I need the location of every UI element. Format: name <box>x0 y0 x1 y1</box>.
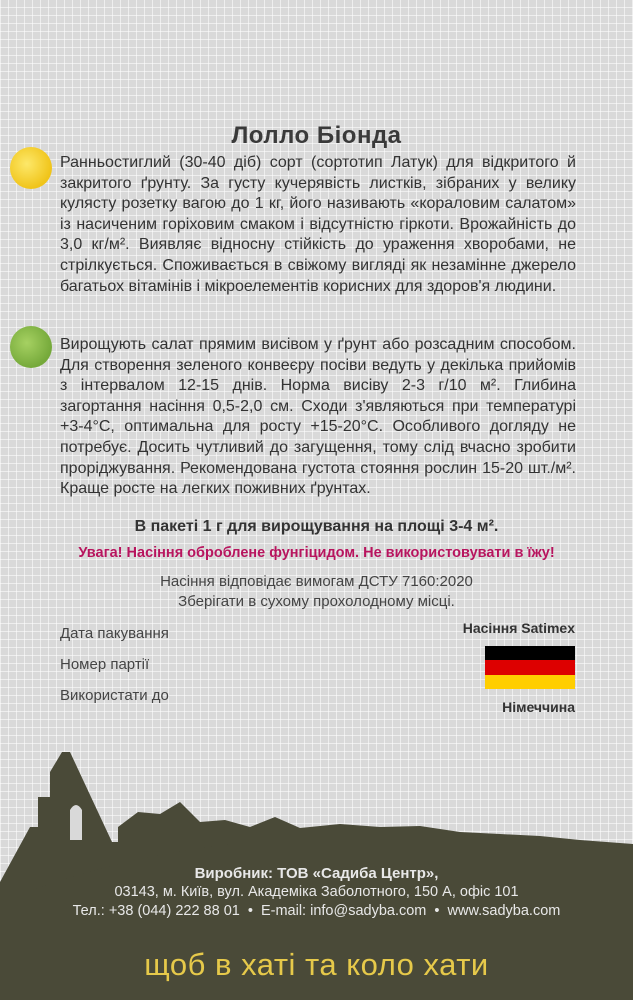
standard-text: Насіння відповідає вимогам ДСТУ 7160:2020 <box>160 573 473 590</box>
batch-number-label: Номер партії <box>60 656 150 673</box>
separator: • <box>247 903 253 919</box>
packet-info: В пакеті 1 г для вирощування на площі 3-4 м². <box>134 518 499 535</box>
website-link[interactable]: www.sadyba.com <box>447 903 561 919</box>
manufacturer-name: Виробник: ТОВ «Садиба Центр», <box>194 865 439 882</box>
slogan: щоб в хаті та коло хати <box>144 947 489 982</box>
flag-stripe-black <box>485 646 575 660</box>
brand-name: Насіння Satimex <box>462 620 575 636</box>
country-name: Німеччина <box>502 699 575 715</box>
storage-text: Зберігати в сухому прохолодному місці. <box>178 593 455 610</box>
email-link[interactable]: E-mail: info@sadyba.com <box>260 903 427 919</box>
separator: • <box>434 903 440 919</box>
use-by-label: Використати до <box>60 687 169 704</box>
contacts-line <box>0 903 633 919</box>
germany-flag-icon <box>485 646 575 689</box>
manufacturer-address: 03143, м. Київ, вул. Академіка Заболотного, 150 А, офіс 101 <box>114 884 519 900</box>
phone-text: Тел.: +38 (044) 222 88 01 <box>72 903 240 919</box>
flag-stripe-gold <box>485 675 575 689</box>
description-text: Ранньостиглий (30-40 діб) сорт (сортотип Латук) для відкритого й закритого ґрунту. За густу кучерявість листків, зібраних у велику кулясту розетку вагою до 1 кг, його називають «кораловим салатом» із насиченим горіховим смаком і відсутністю гіркоти. Врожайність до 3,0 кг/м². Виявляє відносну стійкість до ураження хворобами, не стрілкується. Споживається в свіжому вигляді як незамінне джерело багатьох вітамінів і мікроелементів корисних для здоров'я людини. <box>60 154 576 295</box>
flag-stripe-red <box>485 660 575 674</box>
yellow-dot-icon <box>10 147 52 189</box>
standards-block <box>0 572 633 612</box>
product-title: Лолло Біонда <box>231 122 402 149</box>
pack-date-label: Дата пакування <box>60 625 169 642</box>
green-dot-icon <box>10 326 52 368</box>
growing-instructions-text: Вирощують салат прямим висівом у ґрунт або розсадним способом. Для створення зеленого конвеєру посіви ведуть у декілька прийомів з інтервалом 12-15 днів. Норма висіву 2-3 г/10 м². Глибина загортання насіння 0,5-2,0 см. Сходи з'являються при температурі +3-4°С, оптимальна для росту +15-20°С. Особливого догляду не потребує. Досить чутливий до загущення, тому слід вчасно зробити проріджування. Рекомендована густота стояння рослин 15-20 шт./м². Краще росте на легких поживних ґрунтах. <box>60 336 576 498</box>
fungicide-warning: Увага! Насіння оброблене фунгіцидом. Не використовувати в їжу! <box>78 545 555 561</box>
